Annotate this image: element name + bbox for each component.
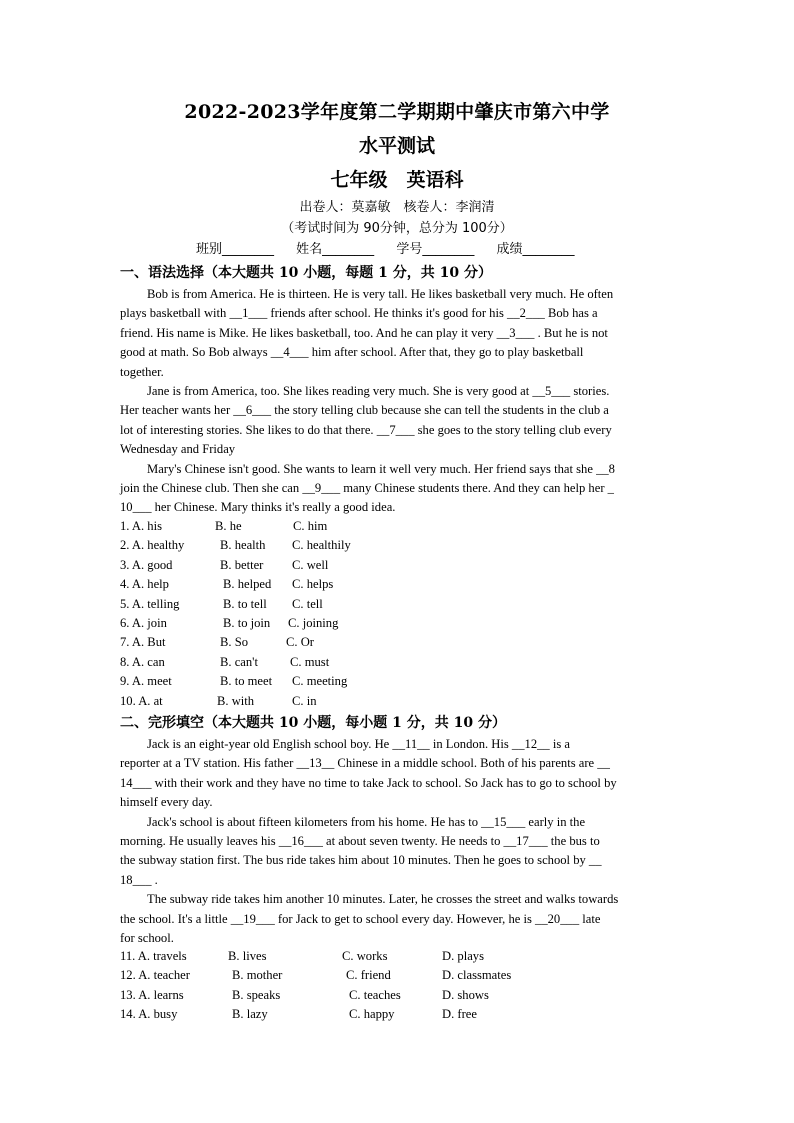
passage-line: Wednesday and Friday	[120, 442, 236, 457]
option-d: D. free	[442, 1007, 477, 1022]
option-c: C. joining	[288, 615, 339, 630]
exam-authors: 出卷人：莫嘉敏 核卷人：李润清	[299, 200, 495, 215]
option-b: B. mother	[232, 968, 283, 983]
passage-line: together.	[120, 364, 164, 379]
passage-line: the subway station first. The bus ride takes him about 10 minutes. Then he goes to school by __	[120, 853, 602, 868]
option-a: 7. A. But	[120, 635, 166, 650]
option-c: C. well	[292, 557, 329, 572]
student-fields	[196, 238, 592, 257]
option-b: B. to tell	[223, 596, 267, 611]
option-a: 6. A. join	[120, 615, 167, 630]
option-b: B. lives	[228, 949, 267, 963]
section2-passage	[120, 735, 680, 948]
option-c: C. Or	[286, 635, 314, 650]
passage-line: Jane is from America, too. She likes reading very much. She is very good at __5___ stories.	[147, 383, 610, 398]
passage-line: friend. His name is Mike. He likes basketball, too. And he can play it very __3___ . But he is not	[120, 325, 608, 340]
exam-title-line3: 七年级 英语科	[330, 169, 464, 191]
option-a: 4. A. help	[120, 577, 169, 592]
passage-line: join the Chinese club. Then she can __9___ many Chinese students there. And they can help her _	[120, 480, 614, 495]
option-b: B. he	[215, 519, 242, 533]
name-field: 姓名________	[296, 242, 375, 257]
option-b: B. with	[217, 693, 255, 708]
option-b: B. can't	[220, 654, 258, 669]
exam-title-line2: 水平测试	[358, 135, 435, 157]
section1-heading: 一、语法选择（本大题共 10 小题，每题 1 分，共 10 分）	[120, 265, 492, 281]
option-a: 9. A. meet	[120, 674, 172, 689]
option-c: C. in	[292, 693, 317, 708]
option-a: 14. A. busy	[120, 1007, 178, 1022]
option-c: C. must	[290, 654, 330, 669]
option-a: 5. A. telling	[120, 596, 180, 611]
option-c: C. meeting	[292, 674, 348, 689]
passage-line: 18___ .	[120, 872, 158, 887]
option-c: C. helps	[292, 577, 334, 592]
section2-heading: 二、完形填空（本大题共 10 小题，每小题 1 分，共 10 分）	[120, 715, 506, 731]
option-b: B. lazy	[232, 1007, 268, 1022]
passage-line: plays basketball with __1___ friends after school. He thinks it's good for his __2___ Bob has a	[120, 306, 598, 321]
option-c: C. him	[293, 519, 328, 533]
option-b: B. to meet	[220, 674, 273, 689]
option-a: 3. A. good	[120, 557, 173, 572]
option-b: B. health	[220, 538, 266, 553]
option-d: D. classmates	[442, 968, 512, 983]
score-field: 成绩________	[496, 242, 575, 257]
passage-line: Her teacher wants her __6___ the story telling club because she can tell the students in the club a	[120, 403, 609, 418]
passage-line: 10___ her Chinese. Mary thinks it's really a good idea.	[120, 500, 396, 515]
option-a: 8. A. can	[120, 654, 165, 669]
passage-line: himself every day.	[120, 795, 213, 810]
option-c: C. tell	[292, 596, 323, 611]
passage-line: Jack's school is about fifteen kilometers from his home. He has to __15___ early in the	[147, 814, 586, 829]
option-c: C. teaches	[349, 987, 401, 1002]
passage-line: 14___ with their work and they have no time to take Jack to school. So Jack has to go to school by	[120, 775, 617, 790]
option-a: 12. A. teacher	[120, 968, 190, 983]
option-d: D. shows	[442, 987, 489, 1002]
passage-line: The subway ride takes him another 10 minutes. Later, he crosses the street and walks towards	[147, 892, 619, 907]
option-b: B. So	[220, 635, 248, 650]
option-c: C. healthily	[292, 538, 351, 553]
exam-info: （考试时间为 90分钟，总分为 100分）	[281, 221, 513, 236]
option-b: B. to join	[223, 615, 271, 630]
passage-line: good at math. So Bob always __4___ him after school. After that, they go to play basketball	[120, 345, 584, 360]
option-a: 10. A. at	[120, 693, 163, 708]
option-b: B. better	[220, 557, 264, 572]
section1-passage	[120, 285, 680, 518]
passage-line: Mary's Chinese isn't good. She wants to learn it well very much. Her friend says that she __8	[147, 461, 615, 476]
option-a: 2. A. healthy	[120, 538, 185, 553]
option-c: C. happy	[349, 1007, 395, 1022]
option-b: B. speaks	[232, 987, 281, 1002]
option-b: B. helped	[223, 577, 272, 592]
passage-line: reporter at a TV station. His father __13__ Chinese in a middle school. Both of his parents are __	[120, 756, 610, 771]
passage-line: the school. It's a little __19___ for Jack to get to school every day. However, he is __20___ late	[120, 911, 601, 926]
passage-line: lot of interesting stories. She likes to do that there. __7___ she goes to the story telling club every	[120, 422, 612, 437]
option-c: C. friend	[346, 968, 391, 983]
option-a: 1. A. his	[120, 519, 162, 533]
option-d: D. plays	[442, 949, 484, 963]
passage-line: Jack is an eight-year old English school boy. He __11__ in London. His __12__ is a	[147, 737, 570, 751]
passage-line: for school.	[120, 930, 174, 945]
exam-title-line1: 2022-2023学年度第二学期期中肇庆市第六中学	[184, 101, 610, 123]
class-field: 班别________	[196, 242, 275, 257]
option-c: C. works	[342, 949, 388, 963]
passage-line: morning. He usually leaves his __16___ at about seven twenty. He needs to __17___ the bus to	[120, 833, 600, 848]
number-field: 学号________	[396, 242, 475, 257]
passage-line: Bob is from America. He is thirteen. He is very tall. He likes basketball very much. He often	[147, 287, 614, 301]
option-a: 13. A. learns	[120, 987, 184, 1002]
option-a: 11. A. travels	[120, 949, 187, 963]
